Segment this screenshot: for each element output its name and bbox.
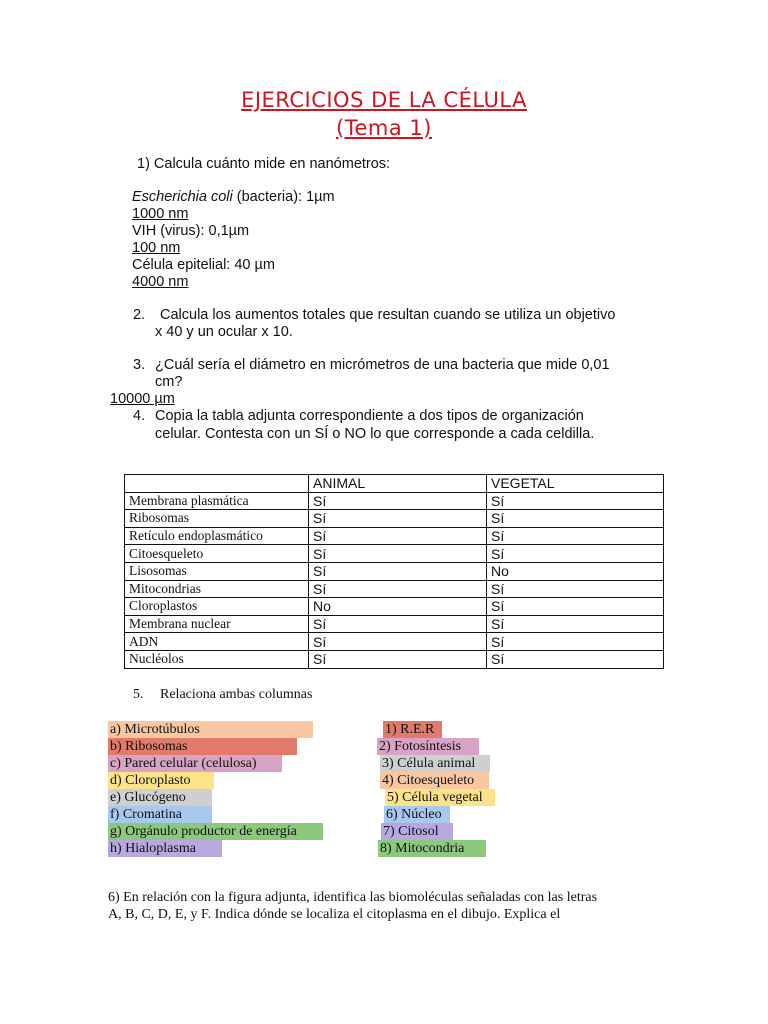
q4-line1: Copia la tabla adjunta correspondiente a dos tipos de organización <box>155 408 584 424</box>
table-row <box>125 492 664 510</box>
table-row <box>125 615 664 633</box>
table-row <box>125 562 664 580</box>
q1-answer-vih: 100 nm <box>132 240 181 256</box>
table-cell: Membrana plasmática <box>125 492 309 510</box>
table-row <box>125 598 664 616</box>
table-cell: No <box>487 562 664 580</box>
table-cell: Retículo endoplasmático <box>125 527 309 545</box>
q1-answer-epitelial: 4000 nm <box>132 274 189 290</box>
q6-line2: A, B, C, D, E, y F. Indica dónde se localiza el citoplasma en el dibujo. Explica el <box>108 907 561 922</box>
table-row <box>125 633 664 651</box>
table-cell: Sí <box>309 633 487 651</box>
table-cell: Sí <box>487 598 664 616</box>
match-right-7: 7) Citosol <box>381 823 453 840</box>
match-right-5: 5) Célula vegetal <box>385 789 495 806</box>
q1-item-epitelial: Célula epitelial: 40 µm <box>132 257 275 273</box>
match-right-3: 3) Célula animal <box>380 755 490 772</box>
q2-number: 2. <box>133 307 146 323</box>
table-row <box>125 580 664 598</box>
table-cell: Sí <box>487 580 664 598</box>
match-left-b: b) Ribosomas <box>108 738 297 755</box>
q1-prompt: 1) Calcula cuánto mide en nanómetros: <box>137 156 391 172</box>
table-row <box>125 545 664 563</box>
q2-line1: Calcula los aumentos totales que resultan cuando se utiliza un objetivo <box>160 307 616 323</box>
q3-answer: 10000 µm <box>110 391 175 407</box>
table-row <box>125 510 664 528</box>
table-cell: Sí <box>487 492 664 510</box>
cell-organization-table <box>124 474 664 669</box>
q1-item-ecoli-name: Escherichia coli <box>132 189 233 205</box>
match-left-e: e) Glucógeno <box>108 789 212 806</box>
q1-item-ecoli <box>132 189 335 205</box>
q3-line2: cm? <box>155 374 183 390</box>
q1-item-ecoli-rest: (bacteria): 1µm <box>232 189 335 205</box>
table-header-cell <box>125 475 309 493</box>
table-cell: Ribosomas <box>125 510 309 528</box>
table-cell: Sí <box>309 562 487 580</box>
match-left-a: a) Microtúbulos <box>108 721 313 738</box>
match-right-6: 6) Núcleo <box>384 806 450 823</box>
q4-line2: celular. Contesta con un SÍ o NO lo que corresponde a cada celdilla. <box>155 426 595 442</box>
table-header-cell: VEGETAL <box>487 475 664 493</box>
match-right-1: 1) R.E.R <box>383 721 442 738</box>
table-cell: Sí <box>309 510 487 528</box>
table-cell: Sí <box>309 580 487 598</box>
table-cell: Sí <box>487 510 664 528</box>
q6-line1: 6) En relación con la figura adjunta, identifica las biomoléculas señaladas con las letras <box>108 890 598 905</box>
table-cell: Lisosomas <box>125 562 309 580</box>
table-cell: Sí <box>309 545 487 563</box>
table-cell: Citoesqueleto <box>125 545 309 563</box>
table-cell: Sí <box>487 527 664 545</box>
match-left-c: c) Pared celular (celulosa) <box>108 755 282 772</box>
table-header-row <box>125 475 664 493</box>
table-cell: Sí <box>487 545 664 563</box>
table-cell: Cloroplastos <box>125 598 309 616</box>
table-cell: Membrana nuclear <box>125 615 309 633</box>
table-cell: Sí <box>309 650 487 668</box>
match-left-f: f) Cromatina <box>108 806 212 823</box>
match-right-8: 8) Mitocondria <box>378 840 486 857</box>
q3-line1: ¿Cuál sería el diámetro en micrómetros de una bacteria que mide 0,01 <box>155 357 610 373</box>
table-cell: ADN <box>125 633 309 651</box>
page-title: EJERCICIOS DE LA CÉLULA <box>241 88 527 112</box>
q1-answer-ecoli: 1000 nm <box>132 206 189 222</box>
table-cell: Mitocondrias <box>125 580 309 598</box>
table-row <box>125 650 664 668</box>
q2-line2: x 40 y un ocular x 10. <box>155 324 293 340</box>
q5-prompt: Relaciona ambas columnas <box>160 687 313 702</box>
table-cell: Sí <box>487 633 664 651</box>
table-cell: No <box>309 598 487 616</box>
table-cell: Sí <box>309 527 487 545</box>
table-cell: Nucléolos <box>125 650 309 668</box>
match-left-h: h) Hialoplasma <box>108 840 222 857</box>
table-header-cell: ANIMAL <box>309 475 487 493</box>
q1-item-vih: VIH (virus): 0,1µm <box>132 223 250 239</box>
table-row <box>125 527 664 545</box>
q3-number: 3. <box>133 357 146 373</box>
q5-number: 5. <box>133 687 144 702</box>
match-right-2: 2) Fotosíntesis <box>377 738 479 755</box>
table-cell: Sí <box>309 615 487 633</box>
table-cell: Sí <box>487 615 664 633</box>
match-left-d: d) Cloroplasto <box>108 772 214 789</box>
table-cell: Sí <box>309 492 487 510</box>
match-right-4: 4) Citoesqueleto <box>380 772 489 789</box>
page-subtitle: (Tema 1) <box>336 116 432 140</box>
match-left-g: g) Orgánulo productor de energía <box>108 823 323 840</box>
q4-number: 4. <box>133 408 146 424</box>
table-cell: Sí <box>487 650 664 668</box>
